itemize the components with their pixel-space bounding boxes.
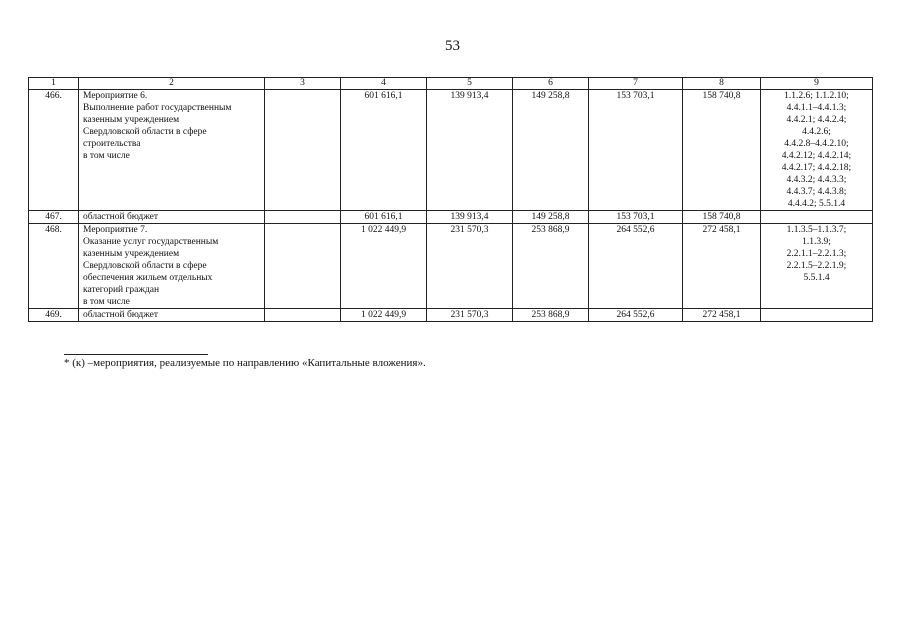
- column-3-cell: [265, 211, 341, 224]
- column-3-cell: [265, 90, 341, 211]
- amount-cell: 149 258,8: [513, 211, 589, 224]
- column-header: 1: [29, 78, 79, 90]
- amount-cell: 1 022 449,9: [341, 224, 427, 309]
- table-row: [29, 309, 873, 322]
- row-number: 467.: [29, 211, 79, 224]
- amount-cell: 264 552,6: [589, 224, 683, 309]
- column-header: 8: [683, 78, 761, 90]
- target-codes: [761, 211, 873, 224]
- target-code-line: 2.2.1.1–2.2.1.3;: [786, 249, 847, 259]
- column-header: 9: [761, 78, 873, 90]
- amount-cell: 1 022 449,9: [341, 309, 427, 322]
- measure-name-line: казенным учреждением: [83, 249, 180, 259]
- measure-name-line: обеспечения жильем отдельных: [83, 273, 213, 283]
- measure-name-line: строительства: [83, 139, 141, 149]
- amount-cell: 158 740,8: [683, 211, 761, 224]
- column-header: 3: [265, 78, 341, 90]
- table-row: [29, 211, 873, 224]
- column-header: 6: [513, 78, 589, 90]
- footnote: * (к) –мероприятия, реализуемые по направлению «Капитальные вложения».: [64, 357, 426, 369]
- amount-cell: 231 570,3: [427, 224, 513, 309]
- table-row: [29, 224, 873, 309]
- target-codes: [761, 90, 873, 211]
- target-code-line: 4.4.1.1–4.4.1.3;: [786, 103, 847, 113]
- measure-name-line: в том числе: [83, 297, 130, 307]
- target-code-line: 1.1.3.5–1.1.3.7;: [786, 225, 847, 235]
- measure-name-line: в том числе: [83, 151, 130, 161]
- amount-cell: 253 868,9: [513, 224, 589, 309]
- amount-cell: 153 703,1: [589, 90, 683, 211]
- target-code-line: 4.4.2.1; 4.4.2.4;: [786, 115, 847, 125]
- measure-name: [79, 90, 265, 211]
- budget-table: [28, 77, 873, 322]
- measure-name-line: областной бюджет: [83, 212, 159, 222]
- target-code-line: 1.1.2.6; 1.1.2.10;: [784, 91, 849, 101]
- measure-name-line: Свердловской области в сфере: [83, 261, 207, 271]
- column-header: 4: [341, 78, 427, 90]
- measure-name: [79, 211, 265, 224]
- measure-name-line: Оказание услуг государственным: [83, 237, 219, 247]
- amount-cell: 272 458,1: [683, 224, 761, 309]
- target-code-line: 4.4.2.17; 4.4.2.18;: [781, 163, 852, 173]
- column-header: 5: [427, 78, 513, 90]
- target-code-line: 2.2.1.5–2.2.1.9;: [786, 261, 847, 271]
- target-code-line: 4.4.2.6;: [802, 127, 831, 137]
- amount-cell: 139 913,4: [427, 211, 513, 224]
- measure-name-line: Свердловской области в сфере: [83, 127, 207, 137]
- table-body: [29, 90, 873, 322]
- target-codes: [761, 309, 873, 322]
- amount-cell: 272 458,1: [683, 309, 761, 322]
- measure-name-line: казенным учреждением: [83, 115, 180, 125]
- amount-cell: 158 740,8: [683, 90, 761, 211]
- target-code-line: 1.1.3.9;: [802, 237, 831, 247]
- amount-cell: 253 868,9: [513, 309, 589, 322]
- target-code-line: 4.4.3.2; 4.4.3.3;: [786, 175, 847, 185]
- target-codes: [761, 224, 873, 309]
- column-header: 7: [589, 78, 683, 90]
- target-code-line: 4.4.2.12; 4.4.2.14;: [781, 151, 852, 161]
- amount-cell: 231 570,3: [427, 309, 513, 322]
- measure-name-line: Мероприятие 7.: [83, 225, 148, 235]
- column-3-cell: [265, 309, 341, 322]
- amount-cell: 153 703,1: [589, 211, 683, 224]
- measure-name-line: Выполнение работ государственным: [83, 103, 232, 113]
- measure-name-line: категорий граждан: [83, 285, 160, 295]
- amount-cell: 601 616,1: [341, 90, 427, 211]
- row-number: 466.: [29, 90, 79, 211]
- footnote-divider: [64, 354, 208, 355]
- table-header-row: [29, 78, 873, 90]
- amount-cell: 264 552,6: [589, 309, 683, 322]
- column-header: 2: [79, 78, 265, 90]
- target-code-line: 4.4.3.7; 4.4.3.8;: [786, 187, 847, 197]
- measure-name: [79, 224, 265, 309]
- measure-name: [79, 309, 265, 322]
- table-row: [29, 90, 873, 211]
- amount-cell: 601 616,1: [341, 211, 427, 224]
- row-number: 469.: [29, 309, 79, 322]
- target-code-line: 4.4.2.8–4.4.2.10;: [784, 139, 849, 149]
- page-number: 53: [445, 38, 460, 54]
- row-number: 468.: [29, 224, 79, 309]
- target-code-line: 5.5.1.4: [803, 273, 830, 283]
- measure-name-line: областной бюджет: [83, 310, 159, 320]
- amount-cell: 139 913,4: [427, 90, 513, 211]
- target-code-line: 4.4.4.2; 5.5.1.4: [787, 199, 846, 209]
- amount-cell: 149 258,8: [513, 90, 589, 211]
- column-3-cell: [265, 224, 341, 309]
- measure-name-line: Мероприятие 6.: [83, 91, 148, 101]
